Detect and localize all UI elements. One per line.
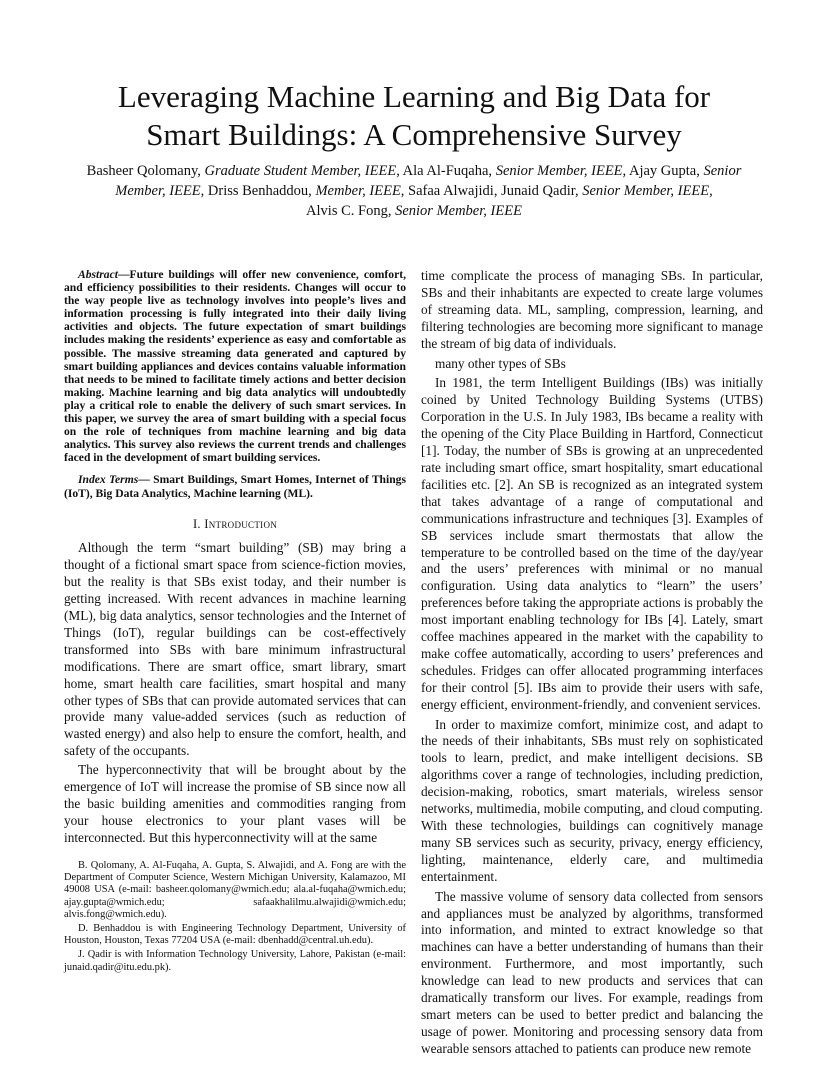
body-paragraph: The massive volume of sensory data collected from sensors and appliances must be analyzed by algorithms, transformed into information, and minted to extract knowledge so that machines can have a better understanding of humans than their environment. Furthermore, and most importantly, such knowledge can lead to new products and services that can dramatically transform our lives. For example, readings from smart meters can be used to better predict and balancing the usage of power. Monitoring and processing sensory data from wearable sensors attached to patients can produce new remote <box>421 888 763 1056</box>
right-column <box>421 268 763 1058</box>
author-name: , Safaa Alwajidi, Junaid Qadir, <box>400 183 583 199</box>
section-heading <box>64 516 406 532</box>
author-name: Ajay Gupta, <box>626 163 704 179</box>
author-affiliation: Senior Member, IEEE, <box>582 183 713 199</box>
index-terms <box>64 473 406 501</box>
body-paragraph: many other types of SBs <box>435 355 566 371</box>
author-list <box>60 161 768 221</box>
author-affiliation: Senior Member, IEEE, <box>495 163 627 179</box>
author-name: , Driss Benhaddou, <box>200 183 316 199</box>
body-paragraph: In 1981, the term Intelligent Buildings (IBs) was initially coined by United Technology Building Systems (UTBS) Corporation in the U.S. In July 1983, IBs became a reality with the opening of the City Place Building in Hartford, Connecticut [1]. Today, the number of SBs is growing at an unprecedented rate including smart office, smart hospitality, smart educational facilities etc. [2]. An SB is recognized as an integrated system that takes advantage of a range of computational and communications infrastructure and techniques [3]. Examples of SB services include smart thermostats that allow the temperature to be controlled based on the time of the day/year and the users’ preferences with minimal or no manual configuration. Using data analytics to “learn” the users’ preferences before taking the appropriate actions is probably the most important enabling technology for IBs [4]. Lately, smart coffee machines appeared in the market with the capability to make coffee automatically, according to users’ preferences and schedules. Fridges can offer allocated programming interfaces for their control [5]. IBs aim to provide their users with safe, energy efficient, environment-friendly, and convenient services. <box>421 375 763 712</box>
title-line-1: Leveraging Machine Learning and Big Data for <box>117 79 711 114</box>
abstract-label: Abstract <box>78 268 118 281</box>
author-name: Ala Al-Fuqaha, <box>399 163 496 179</box>
body-paragraph: The hyperconnectivity that will be brought about by the emergence of IoT will increase the promise of SB since now all the basic building amenities and commodities ranging from your house electronics to your plant vases will be interconnected. But this hyperconnectivity will at the same <box>64 762 406 845</box>
author-affiliation: Graduate Student Member, IEEE, <box>204 163 400 179</box>
index-terms-text: — Smart Buildings, Smart Homes, Internet of Things (IoT), Big Data Analytics, Machine learning (ML). <box>64 473 406 501</box>
body-paragraph: In order to maximize comfort, minimize cost, and adapt to the needs of their inhabitants, SBs must rely on sophisticated tools to learn, predict, and make intelligent decisions. SB algorithms cover a range of technologies, including prediction, decision-making, robotics, smart materials, wireless sensor networks, multimedia, mobile computing, and cloud computing. With these technologies, buildings can cognitively manage many SB services such as security, privacy, energy efficiency, lighting, maintenance, elderly care, and multimedia entertainment. <box>421 716 763 884</box>
author-affiliation: Member, IEEE <box>315 183 401 199</box>
author-affiliation: Senior Member, IEEE <box>395 203 522 219</box>
body-paragraph: Although the term “smart building” (SB) may bring a thought of a fictional smart space from science-fiction movies, but the reality is that SBs exist today, and their number is getting increased. With recent advances in machine learning (ML), big data analytics, sensor technologies and the Internet of Things (IoT), regular buildings can be cost-effectively transformed into SBs with bare minimum infrastructural modifications. There are smart office, smart library, smart home, smart health care facilities, smart hospital and many other types of SBs that can provide automated services that can provide many value-added services (such as reduction of wasted energy) and also help to ensure the comfort, health, and safety of the occupants. <box>64 540 406 759</box>
abstract-text: —Future buildings will offer new convenience, comfort, and efficiency possibilities to their residents. Changes will occur to the way people live as technology involves into people’s lives and information processing is fully integrated into their daily living activities and objects. The future expectation of smart buildings includes making the residents’ experience as easy and comfortable as possible. The massive streaming data generated and captured by smart building appliances and devices contains valuable information that needs to be mined to facilitate timely actions and better decision making. Machine learning and big data analytics will undoubtedly play a critical role to enable the delivery of such smart services. In this paper, we survey the area of smart building with a special focus on the role of techniques from machine learning and big data analytics. This survey also reviews the current trends and challenges faced in the development of smart building services. <box>64 268 406 465</box>
footnote: B. Qolomany, A. Al-Fuqaha, A. Gupta, S. Alwajidi, and A. Fong are with the Department of Computer Science, Western Michigan University, Kalamazoo, MI 49008 USA (e-mail: basheer.qolomany@wmich.edu; ala.al-fuqaha@wmich.edu; ajay.gupta@wmich.edu; safaakhalilmu.alwajidi@wmich.edu; alvis.fong@wmich.edu). <box>64 860 406 920</box>
body-paragraph: time complicate the process of managing SBs. In particular, SBs and their inhabitants are expected to create large volumes of streaming data. ML, sampling, compression, learning, and filtering technologies are becoming more significant to manage the stream of big data of individuals. <box>421 268 763 351</box>
footnote: D. Benhaddou is with Engineering Technology Department, University of Houston, Houston, Texas 77204 USA (e-mail: dbenhadd@central.uh.edu). <box>64 923 406 947</box>
footnotes <box>64 860 406 976</box>
author-name: Alvis C. Fong, <box>306 203 396 219</box>
title-line-2: Smart Buildings: A Comprehensive Survey <box>146 117 682 152</box>
paper-title <box>40 78 788 154</box>
footnote: J. Qadir is with Information Technology University, Lahore, Pakistan (e-mail: junaid.qadir@itu.edu.pk). <box>64 949 406 973</box>
abstract <box>64 268 406 464</box>
section-number: I. <box>192 517 205 532</box>
section-title: Introduction <box>204 517 278 532</box>
index-terms-label: Index Terms <box>78 473 139 487</box>
author-name: Basheer Qolomany, <box>86 163 205 179</box>
author-affiliation: Senior Member, IEEE <box>115 163 742 199</box>
left-column <box>64 268 406 847</box>
